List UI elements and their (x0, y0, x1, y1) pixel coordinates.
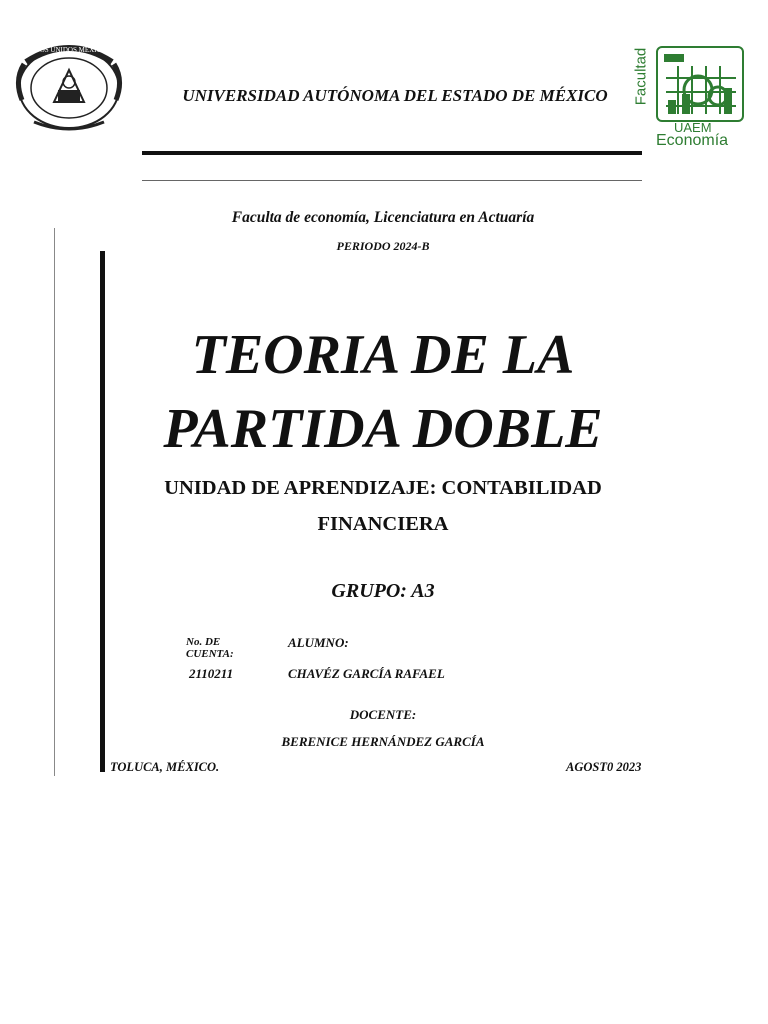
city: TOLUCA, MÉXICO. (110, 760, 220, 774)
grupo: GRUPO: A3 (331, 580, 435, 602)
unidad-line-2: FINANCIERA (317, 513, 449, 535)
faculty-logo (632, 44, 748, 152)
header-rule-thin (142, 180, 642, 181)
margin-line-thin (54, 228, 55, 776)
title-line-2: PARTIDA DOBLE (163, 398, 603, 460)
cuenta-value: 2110211 (189, 666, 234, 681)
svg-text:ESTADOS UNIDOS MEXICANOS: ESTADOS UNIDOS MEXICANOS (17, 46, 121, 54)
unidad-line-1: UNIDAD DE APRENDIZAJE: CONTABILIDAD (164, 477, 602, 499)
chart-logo-icon (658, 48, 742, 120)
cuenta-label-line-2: CUENTA: (186, 648, 234, 660)
logo-uaem-text: UAEM (674, 120, 712, 135)
unidad-aprendizaje (120, 470, 646, 542)
document-title (80, 318, 686, 466)
logo-graphic-box (656, 46, 744, 122)
faculty-line: Faculta de economía, Licenciatura en Actuaría (231, 209, 535, 226)
university-seal (14, 40, 124, 132)
periodo: PERIODO 2024-B (336, 239, 430, 253)
alumno-label: ALUMNO: (288, 635, 349, 650)
cuenta-label-line-1: No. DE (186, 636, 221, 648)
header-rule-thick (142, 151, 642, 155)
university-name: UNIVERSIDAD AUTÓNOMA DEL ESTADO DE MÉXICO (182, 86, 608, 105)
docente-label: DOCENTE: (349, 707, 417, 722)
logo-economia-text: Economía (656, 132, 729, 149)
docente-name: BERENICE HERNÁNDEZ GARCÍA (281, 734, 485, 749)
date: AGOST0 2023 (566, 760, 642, 774)
logo-vertical-text: Facultad (632, 47, 650, 106)
title-line-1: TEORIA DE LA (191, 324, 575, 386)
cuenta-label (186, 636, 266, 660)
alumno-name: CHAVÉZ GARCÍA RAFAEL (288, 666, 445, 681)
